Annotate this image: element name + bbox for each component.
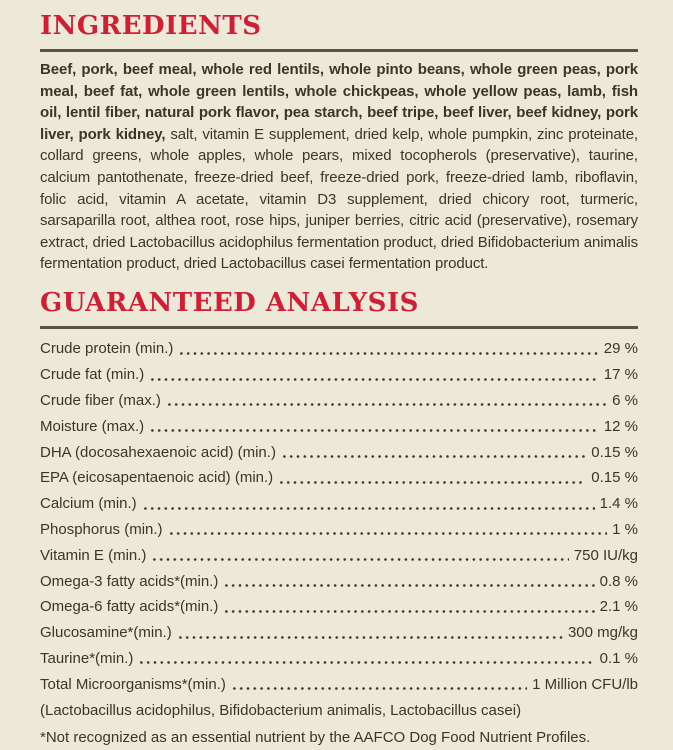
nutrient-label: Taurine*(min.)	[40, 649, 134, 667]
dot-leader	[149, 369, 599, 381]
analysis-row	[40, 646, 638, 672]
analysis-table	[40, 336, 638, 697]
dot-leader	[223, 601, 594, 613]
nutrient-value: 750 IU/kg	[573, 546, 638, 564]
dot-leader	[151, 549, 568, 561]
analysis-row	[40, 620, 638, 646]
analysis-row	[40, 439, 638, 465]
analysis-row	[40, 568, 638, 594]
nutrient-label: Crude protein (min.)	[40, 340, 174, 358]
nutrient-value: 300 mg/kg	[567, 624, 638, 642]
dot-leader	[168, 523, 608, 535]
nutrient-label: Moisture (max.)	[40, 417, 145, 435]
guaranteed-analysis-title: GUARANTEED ANALYSIS	[40, 287, 419, 318]
nutrient-value: 2.1 %	[599, 598, 638, 616]
nutrient-label: Omega-6 fatty acids*(min.)	[40, 598, 219, 616]
analysis-row	[40, 388, 638, 414]
nutrient-label: Omega-3 fatty acids*(min.)	[40, 572, 219, 590]
nutrient-label: Vitamin E (min.)	[40, 546, 147, 564]
analysis-row	[40, 594, 638, 620]
nutrient-value: 0.15 %	[591, 469, 638, 487]
dot-leader	[223, 575, 594, 587]
dot-leader	[142, 498, 595, 510]
nutrient-value: 6 %	[612, 391, 638, 409]
nutrient-label: EPA (eicosapentaenoic acid) (min.)	[40, 469, 274, 487]
ingredients-divider	[40, 49, 638, 52]
analysis-row	[40, 517, 638, 543]
nutrient-value: 0.1 %	[599, 649, 638, 667]
analysis-row	[40, 542, 638, 568]
nutrient-label: DHA (docosahexaenoic acid) (min.)	[40, 443, 276, 461]
analysis-row	[40, 413, 638, 439]
nutrient-value: 12 %	[603, 417, 638, 435]
nutrient-value: 1 %	[612, 520, 638, 538]
microorganisms-note: (Lactobacillus acidophilus, Bifidobacterium animalis, Lactobacillus casei)	[40, 702, 522, 720]
nutrient-label: Crude fat (min.)	[40, 366, 145, 384]
nutrient-value: 1 Million CFU/lb	[532, 675, 638, 693]
dot-leader	[178, 343, 598, 355]
analysis-row	[40, 362, 638, 388]
nutrient-label: Calcium (min.)	[40, 495, 137, 513]
dot-leader	[166, 394, 607, 406]
dot-leader	[231, 678, 527, 690]
nutrient-value: 0.15 %	[591, 443, 638, 461]
ingredients-section	[40, 11, 638, 275]
primary-ingredients-text: Beef, pork, beef meal, whole red lentils, whole pinto beans, whole green peas, pork meal, beef fat, whole green lentils, whole chickpeas, whole yellow peas, lamb, fish oil, lentil fiber, natural pork flavor, pea starch, beef tripe, beef liver, beef kidney, pork liver, pork kidney,	[40, 61, 638, 143]
analysis-row	[40, 465, 638, 491]
secondary-ingredients-text: salt, vitamin E supplement, dried kelp, whole pumpkin, zinc proteinate, collard greens, whole apples, whole pears, mixed tocopherols (preservative), taurine, calcium pantothenate, freeze-dried beef, freeze-dried pork, freeze-dried lamb, riboflavin, folic acid, vitamin A acetate, vitamin D3 supplement, dried chicory root, turmeric, sarsaparilla root, althea root, rose hips, juniper berries, citric acid (preservative), rosemary extract, dried Lactobacillus acidophilus fermentation product, dried Bifidobacterium animalis fermentation product, dried Lactobacillus casei fermentation product.	[40, 125, 638, 273]
dot-leader	[177, 627, 563, 639]
nutrient-value: 29 %	[603, 340, 638, 358]
dot-leader	[281, 446, 586, 458]
nutrient-label: Crude fiber (max.)	[40, 391, 161, 409]
dot-leader	[138, 652, 594, 664]
nutrient-value: 17 %	[603, 366, 638, 384]
ingredients-paragraph	[40, 59, 638, 275]
guaranteed-analysis-section	[40, 288, 638, 750]
dot-leader	[149, 420, 599, 432]
ingredients-title: INGREDIENTS	[40, 11, 262, 41]
nutrient-label: Glucosamine*(min.)	[40, 624, 172, 642]
nutrient-label: Phosphorus (min.)	[40, 520, 163, 538]
nutrient-label: Total Microorganisms*(min.)	[40, 675, 226, 693]
nutrient-value: 1.4 %	[599, 495, 638, 513]
aafco-footnote: *Not recognized as an essential nutrient by the AAFCO Dog Food Nutrient Profiles.	[40, 729, 591, 747]
analysis-row	[40, 336, 638, 362]
nutrient-value: 0.8 %	[599, 572, 638, 590]
analysis-row	[40, 671, 638, 697]
analysis-row	[40, 491, 638, 517]
guaranteed-analysis-divider	[40, 326, 638, 329]
dot-leader	[278, 472, 586, 484]
